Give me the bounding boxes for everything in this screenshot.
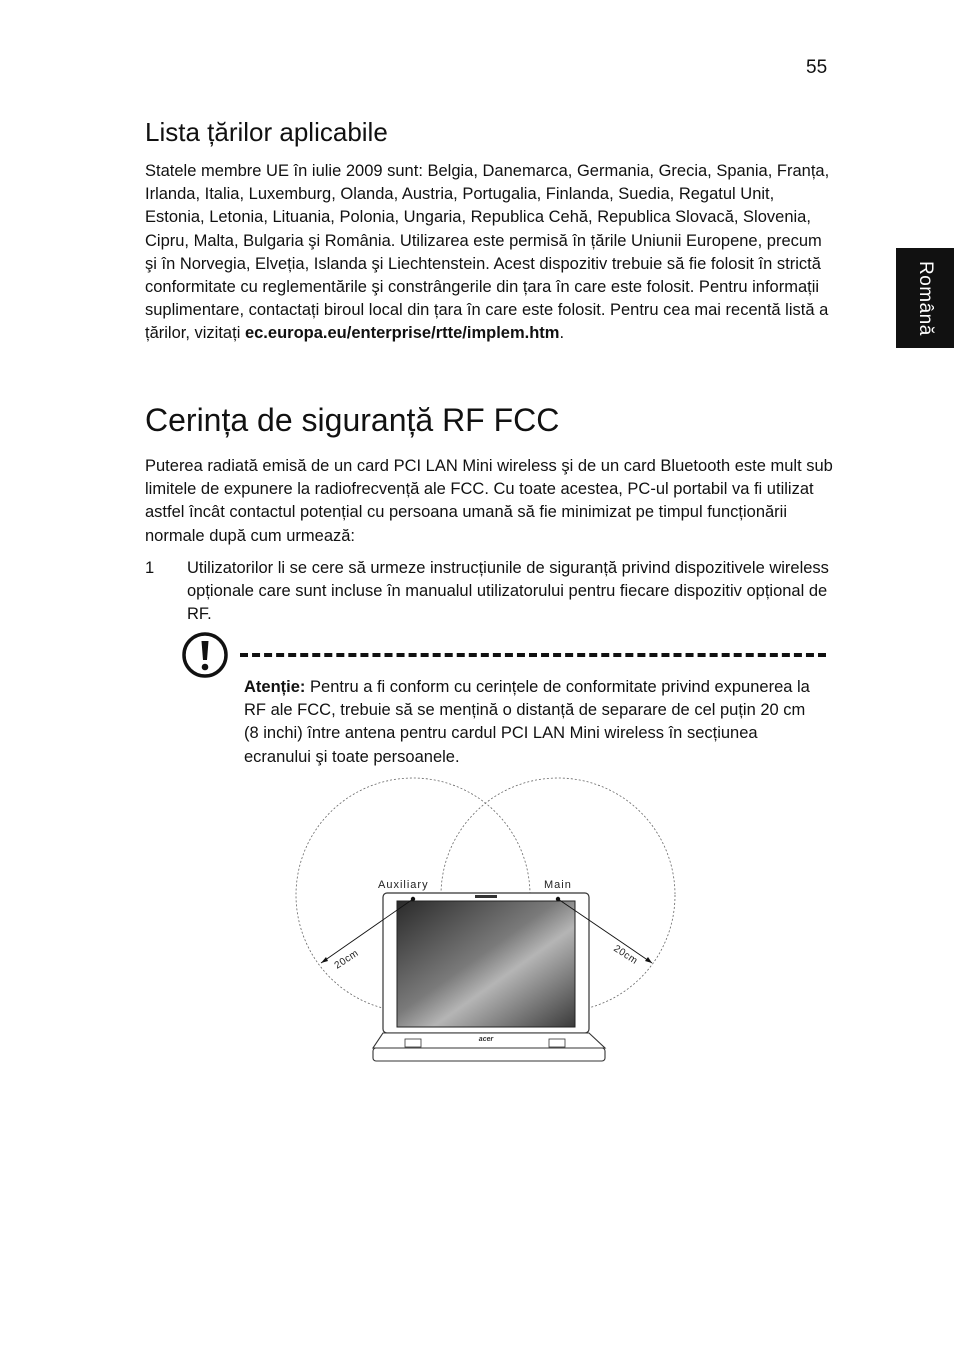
language-tab [896,248,954,348]
rf-section-title: Cerința de siguranță RF FCC [145,402,560,438]
list-item-text: Utilizatorilor li se cere să urmeze instrucțiunile de siguranță privind dispozitivele wireless opționale care sunt incluse în manualul utilizatorului pentru fiecare dispozitiv opțional de RF. [187,559,829,624]
page-number: 55 [806,57,828,78]
countries-body-text: Statele membre UE în iulie 2009 sunt: Belgia, Danemarca, Germania, Grecia, Spania, Franța, Irlanda, Italia, Luxemburg, Olanda, Austria, Portugalia, Finlanda, Suedia, Regatul Unit, Estonia, Letonia, Lituania, Polonia, Ungaria, Republica Cehă, Republica Slovacă, Slovenia, Cipru, Malta, Bulgaria şi România. Utilizarea este permisă în țările Uniunii Europene, precum şi în Norvegia, Elveția, Islanda şi Liechtenstein. Acest dispozitiv trebuie să fie folosit în strictă conformitate cu reglementările şi constrângerile din țara în care este folosit. Pentru informații suplimentare, contactați biroul local din țara în care este folosit. Pentru cea mai recentă listă a țărilor, vizitați [145,162,830,343]
caution-note [244,676,814,769]
left-distance-label: 20cm [332,947,361,972]
countries-paragraph [145,160,835,346]
rf-intro-paragraph: Puterea radiată emisă de un card PCI LAN Mini wireless şi de un card Bluetooth este mult sub limitele de expunere la radiofrecvență ale FCC. Cu toate acestea, PC-ul portabil va fi utilizat astfel încât contactul potențial cu persoana umană să fie minimizat pe timpul funcționării normale după cum urmează: [145,457,833,545]
list-item-number: 1 [145,559,155,577]
warning-icon [180,630,230,680]
countries-section-title: Lista țărilor aplicabile [145,117,388,147]
note-divider [240,653,826,657]
caution-label: Atenție: [244,678,306,696]
brand-logo: acer [478,1036,494,1043]
laptop-screen [397,901,575,1027]
right-distance-label: 20cm [611,943,640,967]
eu-link-text: ec.europa.eu/enterprise/rtte/implem.htm [244,324,560,343]
language-tab-label: Română [915,260,936,336]
countries-body-end: . [559,324,565,343]
caution-text: Pentru a fi conform cu cerințele de conformitate privind expunerea la RF ale FCC, trebuie să se mențină o distanță de separare de cel puțin 20 cm (8 inchi) între antena pentru cardul PCI LAN Mini wireless în secțiunea ecranului şi toate persoanele. [244,678,810,766]
auxiliary-label: Auxiliary [378,879,429,891]
antenna-distance-figure [295,775,685,1070]
main-label: Main [544,879,572,891]
